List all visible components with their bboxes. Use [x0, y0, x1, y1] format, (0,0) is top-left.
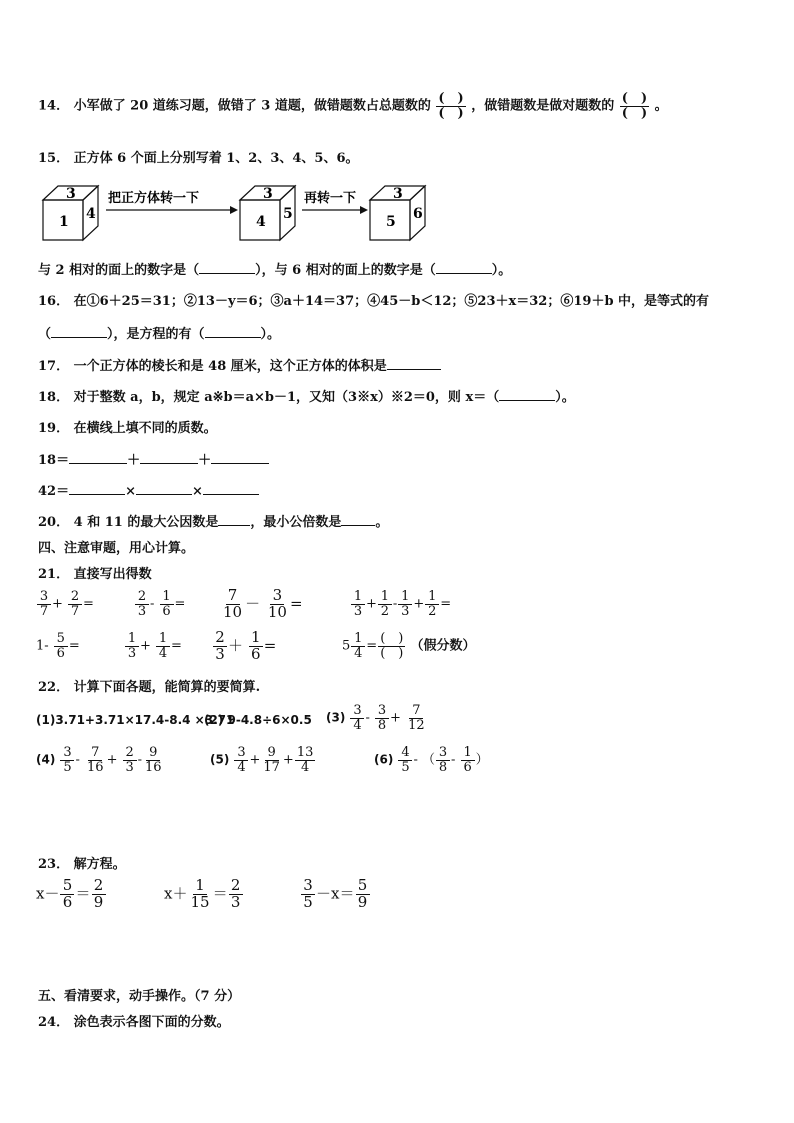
q23-equation-3: $\frac{3}{5}$ －x＝ $\frac{5}{9}$: [300, 878, 371, 911]
q21-item-8: 5 $\frac{1}{4}$ = $\frac{( )}{( )}$ （假分数）: [342, 631, 476, 661]
q21-item-3: $\frac{7}{10}$ － $\frac{3}{10}$ =: [223, 586, 303, 621]
question-21: 21． 直接写出得数: [38, 567, 152, 582]
question-20: 20． 4 和 11 的最大公因数是 ，最小公倍数是 。: [38, 515, 389, 530]
arrow-2-label: 再转一下: [304, 191, 357, 206]
question-24: 24． 涂色表示各图下面的分数。: [38, 1015, 230, 1030]
answer-blank[interactable]: [136, 494, 192, 495]
section-4-heading: 四、注意审题，用心计算。: [38, 541, 195, 556]
cube-1-top: 3: [66, 186, 76, 202]
arrow-2: [302, 190, 368, 214]
section-5-heading: 五、看清要求，动手操作。（7 分）: [38, 989, 241, 1004]
cube-1: [43, 186, 98, 240]
q22-part-1: (1)3.71+3.71×17.4-8.4 ×3.71: [36, 713, 235, 727]
cube-3: [370, 186, 425, 240]
cube-2-front: 4: [256, 214, 266, 230]
q22-part-4: (4) $\frac{3}{5}$ - $\frac{7}{16}$ + $\frac{2}{3}$ - $\frac{9}{16}$: [36, 745, 162, 775]
q21-item-5: 1- $\frac{5}{6}$ =: [36, 631, 80, 661]
cube-2-side: 5: [283, 206, 293, 222]
q22-part-3: (3) $\frac{3}{4}$ - $\frac{3}{8}$ + $\frac{7}{12}$: [326, 703, 425, 733]
q21-item-2: $\frac{2}{3}$ - $\frac{1}{6}$ =: [134, 590, 185, 618]
question-19: 19． 在横线上填不同的质数。: [38, 421, 217, 436]
cube-rotation-diagram: [38, 178, 438, 246]
answer-blank[interactable]: [69, 463, 127, 464]
answer-fraction-blank[interactable]: $\frac{( )}{( )}$: [621, 91, 648, 121]
q22-part-6: (6) $\frac{4}{5}$ - （ $\frac{3}{8}$ - $\frac{1}{6}$ ）: [374, 745, 489, 775]
answer-blank[interactable]: [218, 525, 250, 526]
answer-fraction-blank[interactable]: $\frac{( )}{( )}$: [438, 91, 464, 121]
q23-equation-1: x－ $\frac{5}{6}$ ＝ $\frac{2}{9}$: [36, 878, 107, 911]
question-15-answer: 与 2 相对的面上的数字是（ ），与 6 相对的面上的数字是（ ）。: [38, 263, 512, 278]
answer-blank[interactable]: [51, 337, 107, 338]
answer-blank[interactable]: [205, 337, 261, 338]
q22-part-5: (5) $\frac{3}{4}$ + $\frac{9}{17}$ + $\frac{13}{4}$: [210, 745, 314, 775]
question-19-row-2: 42＝ × ×: [38, 480, 259, 499]
q21-item-4: $\frac{1}{3}$ + $\frac{1}{2}$ - $\frac{1}{3}$ + $\frac{1}{2}$ =: [350, 590, 451, 618]
cube-2-top: 3: [263, 186, 273, 202]
answer-blank[interactable]: [436, 273, 492, 274]
q22-part-2: (2) 9-4.8÷6×0.5: [204, 713, 312, 727]
question-17: 17． 一个正方体的棱长和是 48 厘米，这个正方体的体积是: [38, 355, 441, 374]
cube-3-top: 3: [393, 186, 403, 202]
question-19-row-1: 18＝ ＋ ＋: [38, 449, 269, 468]
question-22: 22． 计算下面各题，能简算的要简算.: [38, 680, 261, 695]
question-16: 16． 在①6＋25＝31；②13－y＝6；③a＋14＝37；④45－b＜12；⑤23＋x＝32；⑥19＋b 中，是等式的有: [38, 294, 710, 309]
answer-blank[interactable]: [499, 400, 555, 401]
q21-item-1: $\frac{3}{7}$ + $\frac{2}{7}$ =: [36, 590, 94, 618]
question-15: 15． 正方体 6 个面上分别写着 1、2、3、4、5、6。: [38, 151, 359, 166]
cube-3-side: 6: [413, 206, 423, 222]
q21-item-7: $\frac{2}{3}$ ＋ $\frac{1}{6}$ =: [212, 630, 276, 663]
q23-equation-2: x＋ $\frac{1}{15}$ ＝ $\frac{2}{3}$: [164, 878, 244, 911]
arrow-1: [106, 190, 238, 214]
cube-2: [240, 186, 295, 240]
question-14: 14． 小军做了 20 道练习题，做错了 3 道题，做错题数占总题数的 $\frac{( )}{( )}$ ，做错题数是做对题数的 $\frac{( )}{( )}$ 。: [38, 91, 668, 121]
cube-1-front: 1: [59, 214, 69, 230]
answer-blank[interactable]: [341, 525, 375, 526]
answer-blank[interactable]: [140, 463, 198, 464]
answer-blank[interactable]: [203, 494, 259, 495]
question-18: 18． 对于整数 a，b，规定 a※b＝a×b－1，又知（3※x）※2＝0，则 x＝（ ）。: [38, 390, 575, 405]
answer-blank[interactable]: [387, 369, 441, 370]
arrow-1-label: 把正方体转一下: [108, 191, 200, 206]
answer-blank[interactable]: [69, 494, 125, 495]
q21-item-6: $\frac{1}{3}$ + $\frac{1}{4}$ =: [124, 632, 182, 660]
question-23: 23． 解方程。: [38, 857, 126, 872]
question-16-answer: （ ），是方程的有（ ）。: [38, 327, 281, 342]
cube-1-side: 4: [86, 206, 96, 222]
answer-blank[interactable]: [211, 463, 269, 464]
answer-blank[interactable]: [199, 273, 255, 274]
cube-3-front: 5: [386, 214, 396, 230]
answer-fraction-blank[interactable]: $\frac{( )}{( )}$: [380, 631, 404, 661]
